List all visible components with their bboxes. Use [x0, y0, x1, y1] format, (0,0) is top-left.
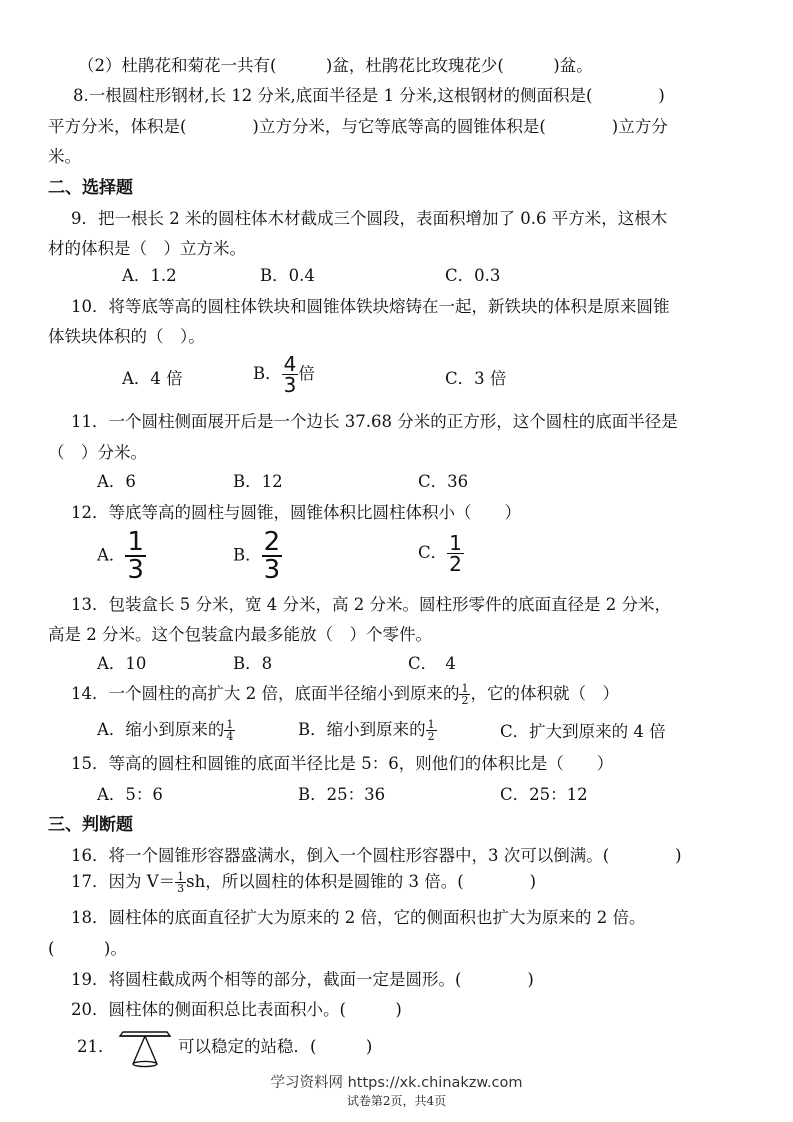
question-16: 16．将一个圆锥形容器盛满水，倒入一个圆柱形容器中，3 次可以倒满。( ) — [71, 846, 682, 865]
question-13-option-b: B．8 — [233, 654, 273, 673]
question-11-line1: 11．一个圆柱侧面展开后是一个边长 37.68 分米的正方形，这个圆柱的底面半径是 — [71, 412, 678, 431]
question-19: 19．将圆柱截成两个相等的部分，截面一定是圆形。( ) — [71, 970, 534, 989]
question-7-part2: （2）杜鹃花和菊花一共有( )盆，杜鹃花比玫瑰花少( )盆。 — [78, 56, 593, 75]
question-13-line2: 高是 2 分米。这个包装盒内最多能放（ ）个零件。 — [48, 625, 432, 644]
question-13-option-c: C． 4 — [408, 654, 456, 673]
question-9-option-c: C．0.3 — [445, 266, 501, 285]
fraction-one-half-small: $\frac{1}{2}$ — [461, 682, 469, 707]
fraction-one-half-option: $\frac{1}{2}$ — [427, 718, 435, 743]
question-21-number: 21． — [77, 1037, 115, 1056]
question-15-option-c: C．25：12 — [500, 785, 588, 804]
footer-page-number: 试卷第2页，共4页 — [346, 1094, 447, 1108]
question-8-line1: 8.一根圆柱形钢材,长 12 分米,底面半径是 1 分米,这根钢材的侧面积是( ) — [73, 86, 665, 105]
fraction-one-quarter: $\frac{1}{4}$ — [226, 718, 234, 743]
question-11-option-a: A．6 — [97, 472, 136, 491]
stool-icon — [118, 1030, 172, 1068]
question-15-option-a: A．5：6 — [97, 785, 163, 804]
question-21-text: 可以稳定的站稳．( ) — [178, 1037, 373, 1056]
question-9-line2: 材的体积是（ ）立方米。 — [48, 239, 246, 258]
question-8-line2: 平方分米，体积是( )立方分米，与它等底等高的圆锥体积是( )立方分 — [48, 117, 668, 136]
question-9-option-a: A．1.2 — [122, 266, 177, 285]
question-11-option-c: C．36 — [418, 472, 469, 491]
question-13-line1: 13．包装盒长 5 分米，宽 4 分米，高 2 分米。圆柱形零件的底面直径是 2 分米， — [71, 595, 671, 614]
fraction-one-third: $\frac{1}{3}$ — [127, 527, 144, 585]
question-10-option-c: C．3 倍 — [445, 369, 507, 388]
fraction-one-half: $\frac{1}{2}$ — [449, 531, 462, 576]
question-18-line1: 18．圆柱体的底面直径扩大为原来的 2 倍，它的侧面积也扩大为原来的 2 倍。 — [71, 908, 646, 927]
question-15-line1: 15．等高的圆柱和圆锥的底面半径比是 5：6，则他们的体积比是（ ） — [71, 754, 614, 773]
question-10-option-b: B． $\frac{4}{3}$ 倍 — [253, 352, 315, 397]
footer-watermark: 学习资料网 https://xk.chinakzw.com — [270, 1075, 523, 1091]
fraction-four-thirds: $\frac{4}{3}$ — [283, 352, 297, 397]
section-choice-heading: 二、选择题 — [48, 178, 133, 198]
question-8-line3: 米。 — [48, 147, 81, 166]
question-12-option-b: B． $\frac{2}{3}$ — [233, 527, 281, 585]
question-18-line2: ( )。 — [48, 939, 127, 958]
question-10-option-a: A．4 倍 — [122, 369, 183, 388]
question-13-option-a: A．10 — [97, 654, 147, 673]
question-12-line1: 12．等底等高的圆柱与圆锥，圆锥体积比圆柱体积小（ ） — [71, 503, 521, 522]
question-17: 17．因为 V＝ $\frac{1}{3}$ sh，所以圆柱的体积是圆锥的 3 倍。( ) — [71, 870, 537, 895]
question-14-option-a: A．缩小到原来的 $\frac{1}{4}$ — [97, 718, 234, 743]
question-10-line1: 10．将等底等高的圆柱体铁块和圆锥体铁块熔铸在一起，新铁块的体积是原来圆锥 — [71, 297, 670, 316]
section-judgement-heading: 三、判断题 — [48, 815, 133, 835]
question-14-option-c: C．扩大到原来的 4 倍 — [500, 722, 666, 741]
question-12-option-a: A． $\frac{1}{3}$ — [97, 527, 144, 585]
fraction-one-third-formula: $\frac{1}{3}$ — [177, 870, 185, 895]
fraction-two-thirds: $\frac{2}{3}$ — [263, 527, 281, 585]
question-20: 20．圆柱体的侧面积总比表面积小。( ) — [71, 1000, 402, 1019]
question-14-line1: 14．一个圆柱的高扩大 2 倍，底面半径缩小到原来的 $\frac{1}{2}$ ，它的体积就（ ） — [71, 682, 619, 707]
question-11-option-b: B．12 — [233, 472, 283, 491]
question-11-line2: （ ）分米。 — [48, 443, 147, 462]
question-12-option-c: C． $\frac{1}{2}$ — [418, 531, 462, 576]
question-14-option-b: B．缩小到原来的 $\frac{1}{2}$ — [298, 718, 435, 743]
question-15-option-b: B．25：36 — [298, 785, 386, 804]
question-9-option-b: B．0.4 — [260, 266, 315, 285]
question-9-line1: 9．把一根长 2 米的圆柱体木材截成三个圆段，表面积增加了 0.6 平方米，这根木 — [71, 209, 668, 228]
question-10-line2: 体铁块体积的（ ）。 — [48, 327, 205, 346]
